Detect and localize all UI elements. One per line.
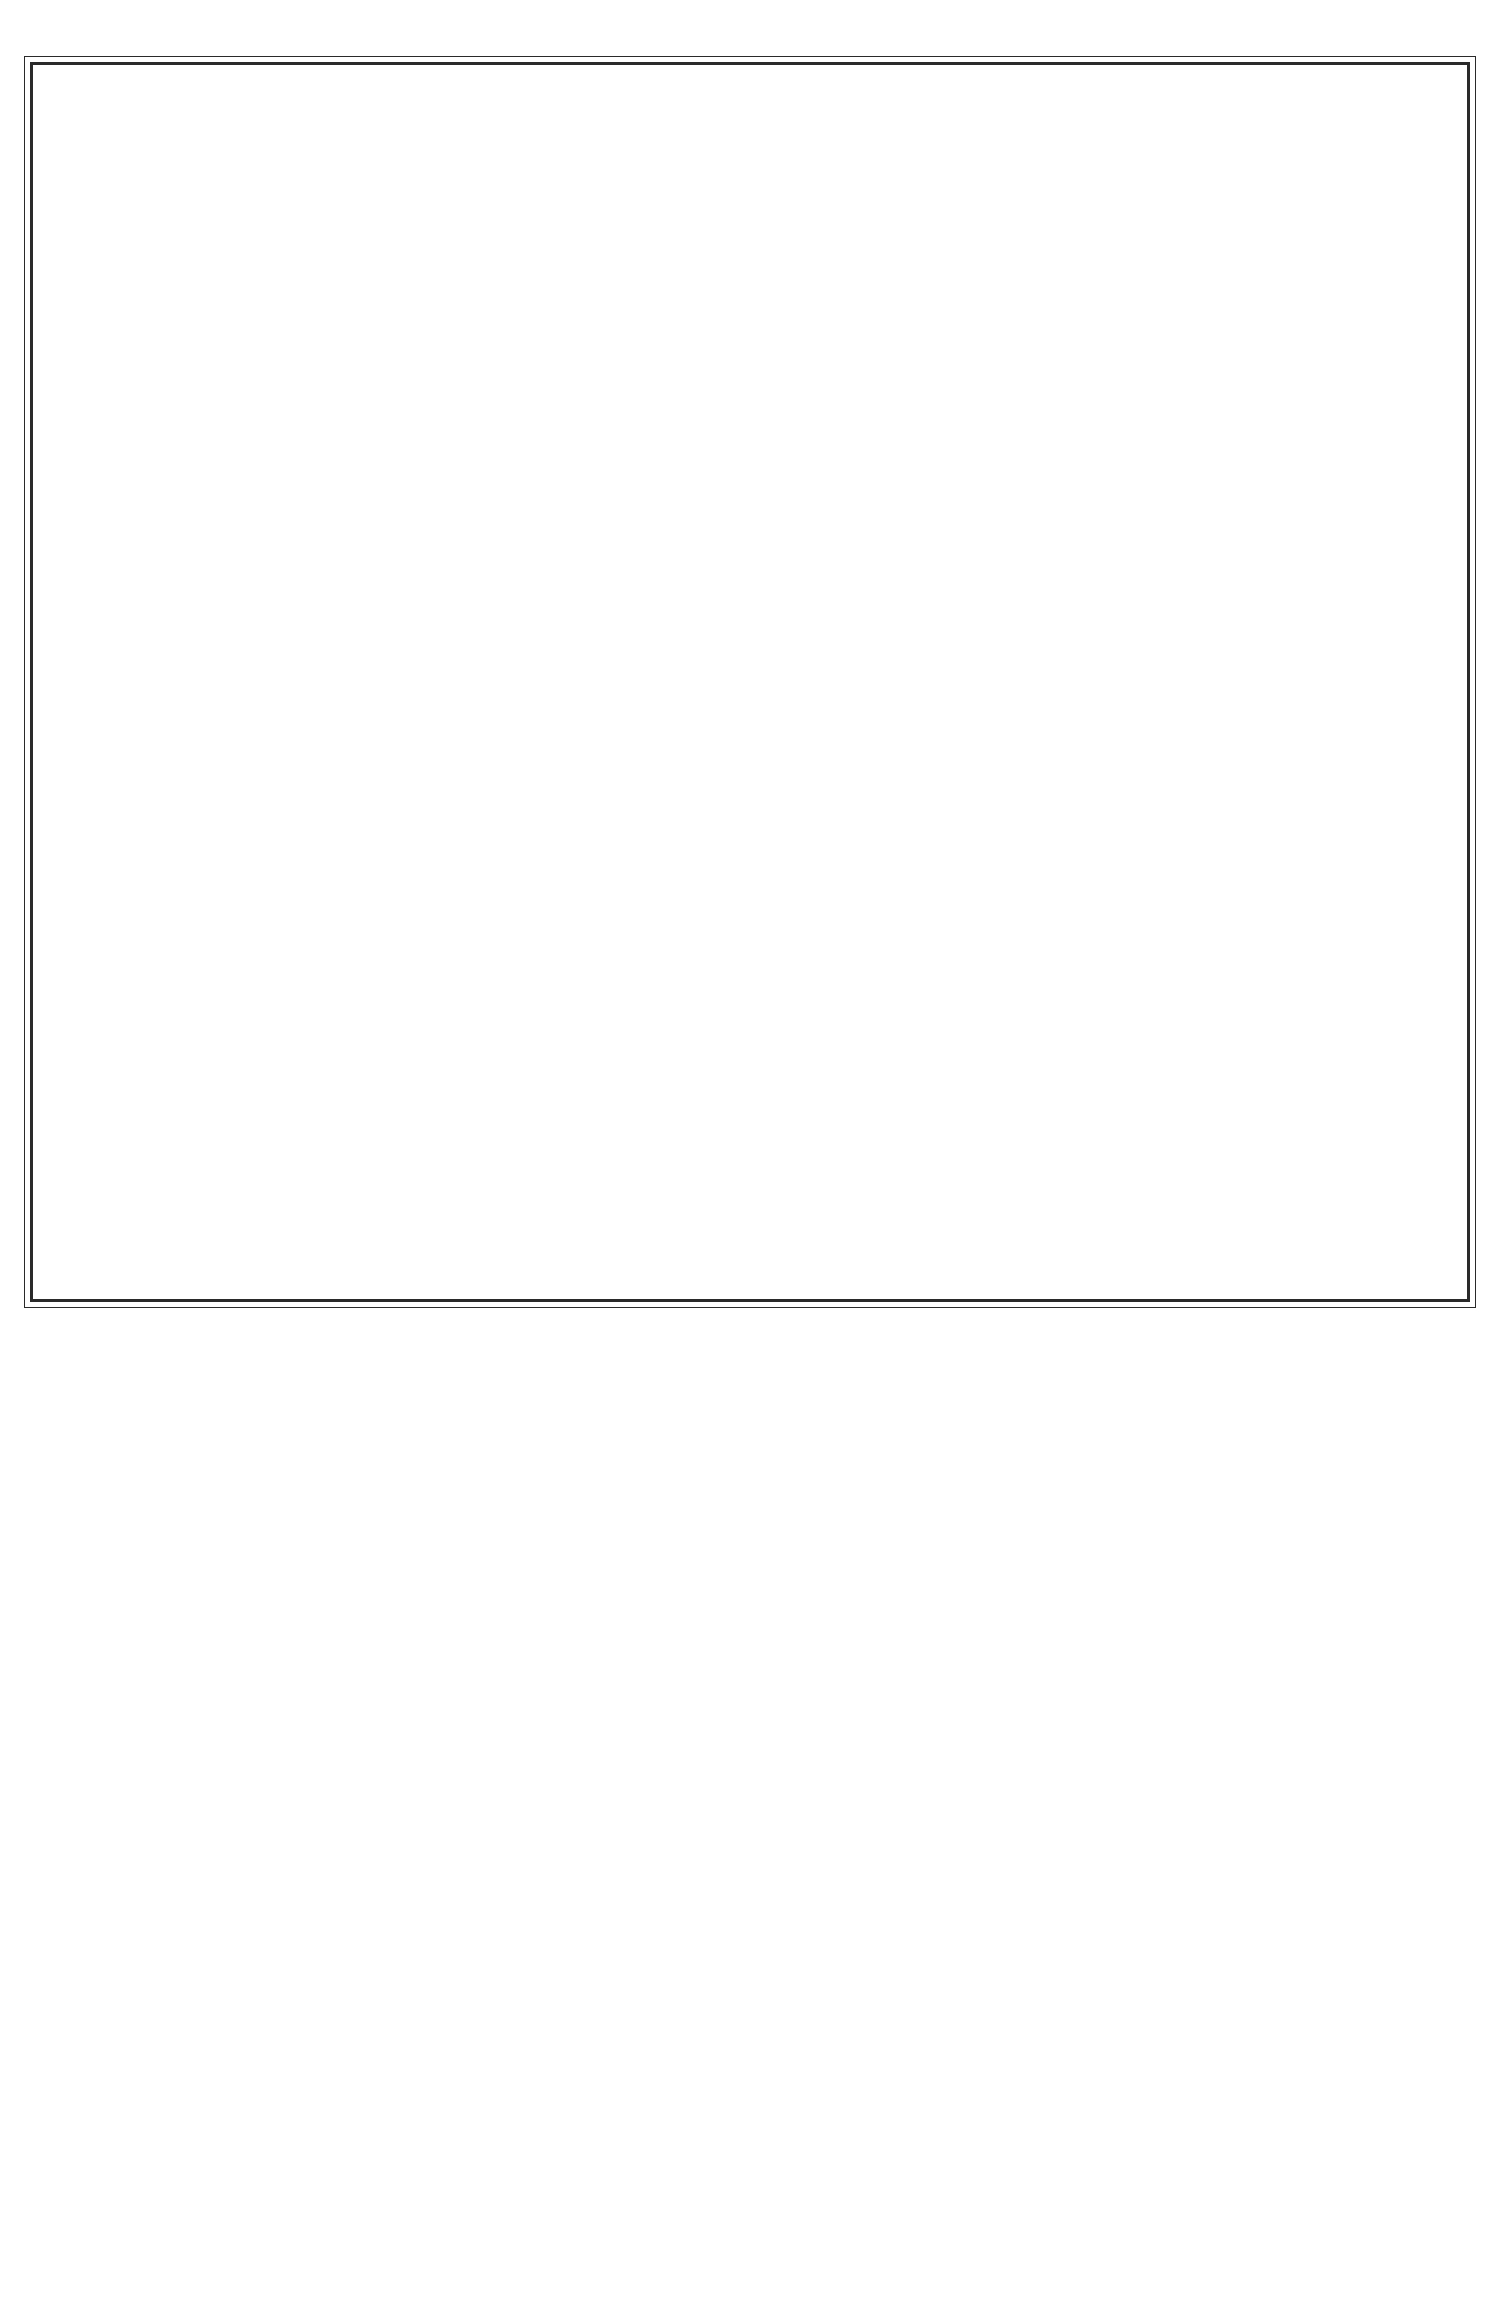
biography-box: [30, 62, 1470, 1302]
